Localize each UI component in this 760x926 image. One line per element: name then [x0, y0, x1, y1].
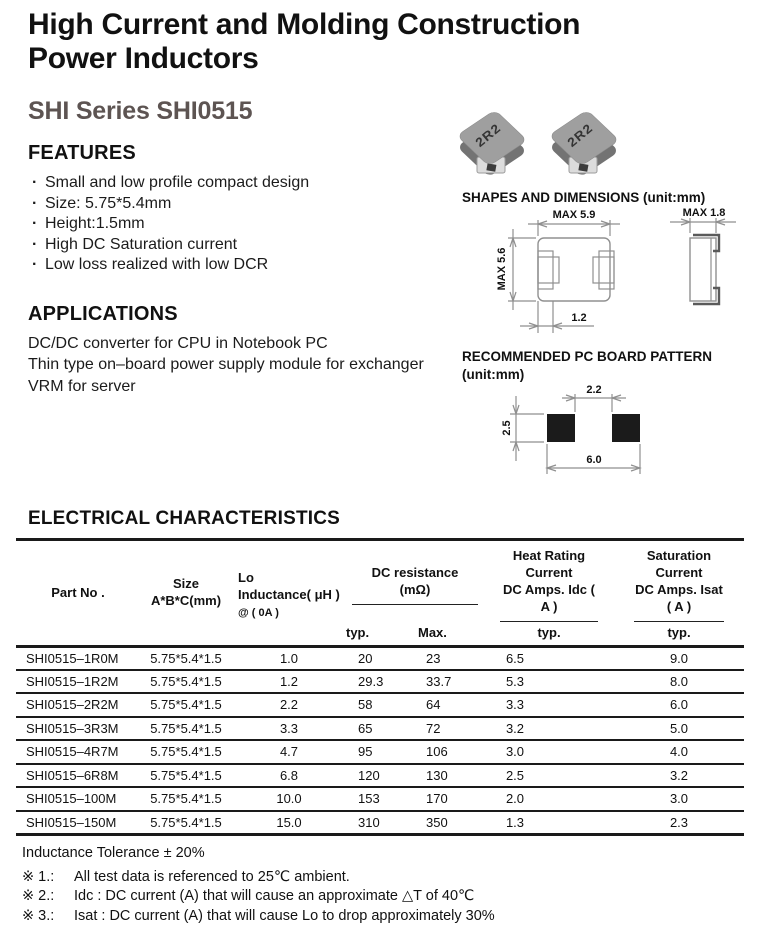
col-header-saturation — [614, 540, 744, 622]
table-row — [16, 717, 744, 741]
electrical-characteristics-heading: ELECTRICAL CHARACTERISTICS — [28, 508, 341, 529]
table-cell: 58 — [358, 697, 373, 713]
part-no-cell: SHI0515–100M — [26, 791, 117, 807]
pcb-pad-right — [612, 414, 640, 442]
left-column — [28, 136, 442, 484]
dim-terminal-width: 1.2 — [571, 312, 587, 325]
table-cell: 2.3 — [669, 814, 689, 830]
title-line-2: Power Inductors — [28, 42, 259, 76]
table-row — [16, 740, 744, 764]
size-header-line2: A*B*C(mm) — [150, 592, 222, 608]
note-marker: ※ 2.: — [22, 888, 55, 905]
table-cell: 5.75*5.4*1.5 — [150, 697, 222, 713]
table-cell: 170 — [426, 791, 448, 807]
table-cell: 95 — [358, 744, 373, 760]
table-row — [16, 764, 744, 788]
right-column — [442, 108, 744, 484]
table-row — [16, 787, 744, 811]
table-cell: 3.3 — [279, 720, 299, 736]
saturation-line1: Saturation Current — [646, 548, 712, 580]
product-photos — [442, 108, 744, 184]
table-cell: 2.5 — [505, 767, 525, 783]
pcb-heading-line-1: RECOMMENDED PC BOARD PATTERN — [462, 349, 713, 365]
heat-rating-line1: Heat Rating Current — [512, 548, 586, 580]
lo-header-line3: @ ( 0A ) — [238, 607, 279, 620]
features-heading: FEATURES — [28, 142, 136, 165]
application-item: VRM for server — [28, 377, 136, 395]
table-row — [16, 693, 744, 717]
table-cell: 3.0 — [505, 744, 525, 760]
table-cell: 130 — [426, 767, 448, 783]
table-cell: 5.3 — [505, 673, 525, 689]
table-cell: 9.0 — [669, 650, 689, 666]
chip-marking: 2R2 — [472, 120, 504, 151]
application-item: DC/DC converter for CPU in Notebook PC — [28, 334, 328, 352]
main-columns — [28, 120, 744, 484]
note-item — [22, 887, 744, 907]
table-cell: 5.75*5.4*1.5 — [150, 767, 222, 783]
table-cell: 6.5 — [505, 650, 525, 666]
subheader-dc-max: Max. — [418, 624, 447, 640]
table-cell: 6.8 — [279, 767, 299, 783]
pcb-pattern-heading — [442, 348, 744, 384]
table-cell: 10.0 — [276, 791, 302, 807]
table-cell: 5.75*5.4*1.5 — [150, 650, 222, 666]
feature-item: · High DC Saturation current — [28, 235, 436, 256]
electrical-table-body — [16, 646, 744, 834]
table-cell: 64 — [426, 697, 441, 713]
note-text: Idc : DC current (A) that will cause an approximate △T of 40℃ — [74, 888, 475, 905]
dim-pad-height: 2.5 — [501, 420, 513, 436]
electrical-table-header — [16, 540, 744, 647]
dimensions-drawing — [442, 205, 744, 345]
dim-side-thickness: MAX 1.8 — [682, 207, 726, 220]
table-cell: 350 — [426, 814, 448, 830]
table-cell: 33.7 — [426, 673, 452, 689]
note-item — [22, 868, 744, 888]
pcb-pattern-drawing — [442, 384, 744, 484]
dim-front-width: MAX 5.9 — [552, 209, 596, 222]
heat-rating-line2: DC Amps. Idc ( A ) — [503, 581, 595, 614]
part-no-cell: SHI0515–1R0M — [26, 650, 119, 666]
part-no-cell: SHI0515–1R2M — [26, 673, 119, 689]
table-row — [16, 670, 744, 694]
subheader-dc-typ: typ. — [346, 624, 370, 640]
table-cell: 5.0 — [669, 720, 689, 736]
table-cell: 15.0 — [276, 814, 302, 830]
pcb-heading-line-2: (unit:mm) — [462, 367, 525, 383]
side-view-drawing — [670, 207, 736, 304]
table-cell: 3.2 — [505, 720, 525, 736]
part-no-cell: SHI0515–3R3M — [26, 720, 119, 736]
table-cell: 2.2 — [279, 697, 299, 713]
table-cell: 5.75*5.4*1.5 — [150, 814, 222, 830]
table-cell: 65 — [358, 720, 373, 736]
application-item: Thin type on–board power supply module for exchanger — [28, 356, 424, 374]
col-header-size — [140, 540, 232, 647]
pcb-pad-left — [547, 414, 575, 442]
subheader-sat-typ: typ. — [667, 624, 691, 640]
feature-item: · Low loss realized with low DCR — [28, 255, 436, 276]
table-cell: 120 — [358, 767, 380, 783]
part-no-cell: SHI0515–150M — [26, 814, 117, 830]
table-row — [16, 646, 744, 670]
table-cell: 6.0 — [669, 697, 689, 713]
features-list — [28, 173, 436, 276]
table-cell: 3.3 — [505, 697, 525, 713]
part-no-cell: SHI0515–6R8M — [26, 767, 119, 783]
col-header-inductance — [232, 540, 346, 647]
lo-header-line2: Inductance( μH ) — [238, 587, 340, 603]
table-cell: 1.2 — [279, 673, 299, 689]
col-header-heat-rating — [484, 540, 614, 622]
applications-heading: APPLICATIONS — [28, 302, 178, 325]
dim-pad-gap: 2.2 — [586, 384, 602, 396]
col-header-part-no: Part No . — [51, 585, 105, 601]
part-no-cell: SHI0515–2R2M — [26, 697, 119, 713]
notes-list — [22, 868, 744, 926]
electrical-table — [16, 538, 744, 836]
saturation-line2: DC Amps. Isat ( A ) — [635, 581, 723, 614]
note-marker: ※ 1.: — [22, 868, 55, 885]
page-title — [28, 8, 744, 76]
table-cell: 2.0 — [505, 791, 525, 807]
table-cell: 3.0 — [669, 791, 689, 807]
feature-item: · Height:1.5mm — [28, 214, 436, 235]
feature-item: · Size: 5.75*5.4mm — [28, 194, 436, 215]
table-cell: 4.7 — [279, 744, 299, 760]
table-cell: 72 — [426, 720, 441, 736]
table-cell: 5.75*5.4*1.5 — [150, 744, 222, 760]
table-cell: 3.2 — [669, 767, 689, 783]
table-cell: 5.75*5.4*1.5 — [150, 720, 222, 736]
table-cell: 4.0 — [669, 744, 689, 760]
dc-resistance-line1: DC resistance — [371, 564, 459, 580]
table-cell: 8.0 — [669, 673, 689, 689]
front-view-drawing — [496, 209, 620, 333]
table-cell: 106 — [426, 744, 448, 760]
table-cell: 1.3 — [505, 814, 525, 830]
col-header-dc-resistance — [346, 540, 484, 622]
inductance-tolerance-note: Inductance Tolerance ± 20% — [22, 844, 205, 861]
dim-front-height: MAX 5.6 — [496, 247, 508, 291]
dc-resistance-line2: (mΩ) — [399, 581, 431, 597]
series-title: SHI Series SHI0515 — [28, 97, 253, 126]
table-cell: 23 — [426, 650, 441, 666]
inductor-photo-left — [452, 108, 532, 184]
size-header-line1: Size — [172, 575, 199, 591]
table-cell: 5.75*5.4*1.5 — [150, 791, 222, 807]
title-line-1: High Current and Molding Construction — [28, 8, 581, 41]
table-cell: 153 — [358, 791, 380, 807]
lo-header-line1: Lo — [238, 570, 254, 586]
subheader-heat-typ: typ. — [537, 624, 561, 640]
dim-overall-width: 6.0 — [586, 454, 602, 466]
part-no-cell: SHI0515–4R7M — [26, 744, 119, 760]
table-cell: 310 — [358, 814, 380, 830]
note-text: Isat : DC current (A) that will cause Lo to drop approximately 30% — [74, 907, 495, 924]
table-cell: 1.0 — [279, 650, 299, 666]
note-item — [22, 907, 744, 926]
applications-list — [28, 333, 436, 398]
table-cell: 20 — [358, 650, 373, 666]
feature-item: · Small and low profile compact design — [28, 173, 436, 194]
shapes-dimensions-heading: SHAPES AND DIMENSIONS (unit:mm) — [462, 190, 706, 206]
note-marker: ※ 3.: — [22, 907, 55, 924]
inductor-photo-right — [544, 108, 624, 184]
note-text: All test data is referenced to 25℃ ambient. — [74, 868, 350, 885]
table-cell: 5.75*5.4*1.5 — [150, 673, 222, 689]
table-row — [16, 811, 744, 835]
chip-marking: 2R2 — [564, 120, 596, 151]
table-cell: 29.3 — [358, 673, 384, 689]
